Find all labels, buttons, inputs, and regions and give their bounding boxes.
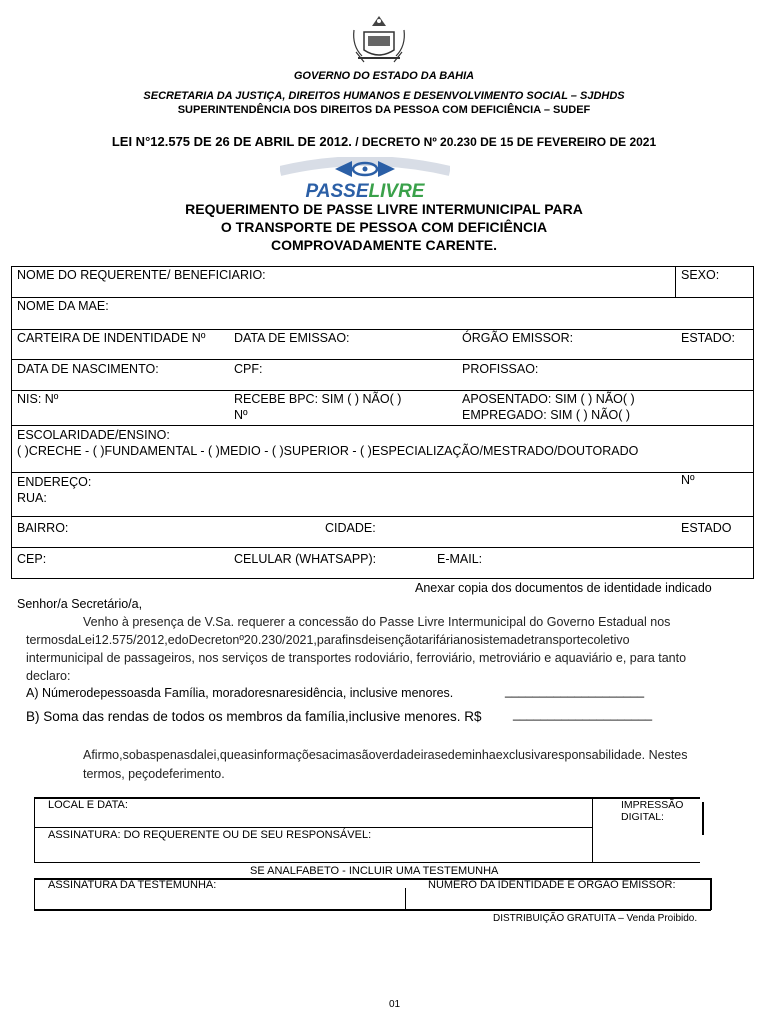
escolaridade-label: ESCOLARIDADE/ENSINO: — [17, 428, 170, 442]
form-border-right — [753, 266, 754, 579]
nome-mae-field[interactable]: NOME DA MAE: — [17, 299, 109, 313]
recebe-bpc-field[interactable]: RECEBE BPC: SIM ( ) NÃO( ) — [234, 392, 402, 406]
cidade-field[interactable]: CIDADE: — [325, 521, 376, 535]
logo-text: PASSELIVRE — [305, 181, 425, 201]
aposentado-field[interactable]: APOSENTADO: SIM ( ) NÃO( ) — [462, 392, 635, 406]
impressao-label: IMPRESSÃO — [621, 799, 684, 811]
form-title — [0, 200, 768, 254]
afirmo-line-1: Afirmo,sobaspenasdalei,queasinformaçõesacimasãoverdadeirasedeminhaexclusivaresponsabilidade. Nestes — [83, 748, 688, 762]
bairro-field[interactable]: BAIRRO: — [17, 521, 69, 535]
witness-border-left — [34, 878, 35, 910]
estado-field[interactable]: ESTADO: — [681, 331, 735, 345]
passe-livre-logo — [280, 157, 450, 201]
title-line-1: REQUERIMENTO DE PASSE LIVRE INTERMUNICIPAL PARA — [185, 201, 583, 217]
data-nascimento-field[interactable]: DATA DE NASCIMENTO: — [17, 362, 159, 376]
secretaria-heading: SECRETARIA DA JUSTIÇA, DIREITOS HUMANOS E DESENVOLVIMENTO SOCIAL – SJDHDS — [143, 90, 625, 102]
local-data-field[interactable]: LOCAL E DATA: — [48, 799, 128, 811]
sig-row-line — [34, 827, 592, 828]
item-b: B) Soma das rendas de todos os membros da família,inclusive menores. R$ — [26, 709, 482, 724]
recebe-bpc-numero[interactable]: Nº — [234, 408, 248, 422]
sexo-divider — [675, 266, 676, 297]
numero-field[interactable]: Nº — [681, 473, 695, 487]
anexar-note: Anexar copia dos documentos de identidade indicado — [415, 581, 712, 595]
numero-identidade-field[interactable]: NUMERO DA IDENTIDADE E ORGAO EMISSOR: — [428, 879, 676, 891]
row-line — [11, 390, 754, 391]
data-emissao-field[interactable]: DATA DE EMISSAO: — [234, 331, 350, 345]
empregado-field[interactable]: EMPREGADO: SIM ( ) NÃO( ) — [462, 408, 631, 422]
form-border-top — [11, 266, 754, 267]
paragraph-line: intermunicipal de passageiros, nos serviços de transportes rodoviário, ferroviário, metroviário e aquaviário e, para tanto — [26, 651, 687, 665]
item-b-blank[interactable]: ____________________ — [513, 707, 653, 721]
law-line — [0, 134, 768, 149]
row-line — [11, 425, 754, 426]
sig-border-right — [702, 802, 704, 835]
nis-field[interactable]: NIS: Nº — [17, 392, 59, 406]
superintendencia-heading: SUPERINTENDÊNCIA DOS DIREITOS DA PESSOA COM DEFICIÊNCIA – SUDEF — [177, 104, 591, 116]
form-border-left — [11, 266, 12, 579]
assinatura-testemunha-field[interactable]: ASSINATURA DA TESTEMUNHA: — [48, 879, 217, 891]
saudacao: Senhor/a Secretário/a, — [17, 597, 143, 611]
sig-border-left — [34, 797, 35, 863]
celular-field[interactable]: CELULAR (WHATSAPP): — [234, 552, 377, 566]
estado2-field[interactable]: ESTADO — [681, 521, 732, 535]
analfabeto-note: SE ANALFABETO - INCLUIR UMA TESTEMUNHA — [250, 865, 499, 877]
form-border-bottom — [11, 578, 754, 579]
escolaridade-options[interactable]: ( )CRECHE - ( )FUNDAMENTAL - ( )MEDIO - ( )SUPERIOR - ( )ESPECIALIZAÇÃO/MESTRADO/DOUTORADO — [17, 444, 639, 458]
row-line — [11, 329, 754, 330]
digital-label: DIGITAL: — [621, 811, 664, 823]
governo-heading: GOVERNO DO ESTADO DA BAHIA — [293, 70, 475, 82]
cpf-field[interactable]: CPF: — [234, 362, 263, 376]
title-line-2: O TRANSPORTE DE PESSOA COM DEFICIÊNCIA — [220, 219, 548, 235]
row-line — [11, 547, 754, 548]
sig-row-line — [34, 862, 700, 863]
orgao-emissor-field[interactable]: ÓRGÃO EMISSOR: — [462, 331, 574, 345]
afirmo-line-2: termos, peçodeferimento. — [83, 767, 225, 781]
endereco-label: ENDEREÇO: — [17, 475, 92, 489]
carteira-identidade-field[interactable]: CARTEIRA DE INDENTIDADE Nº — [17, 331, 206, 345]
cep-field[interactable]: CEP: — [17, 552, 47, 566]
title-line-3: COMPROVADAMENTE CARENTE. — [270, 237, 498, 253]
profissao-field[interactable]: PROFISSAO: — [462, 362, 539, 376]
paragraph-line: declaro: — [26, 669, 71, 683]
sexo-field[interactable]: SEXO: — [681, 268, 720, 282]
witness-border-bottom — [34, 909, 711, 911]
paragraph-line: termosdaLei12.575/2012,edoDecretonº20.230/2021,parafinsdeisençãotarifárianosistemadetransportecoletivo — [26, 633, 630, 647]
paragraph-line: Venho à presença de V.Sa. requerer a concessão do Passe Livre Intermunicipal do Governo Estadual nos — [83, 615, 671, 629]
decreto-text: / DECRETO Nº 20.230 DE 15 DE FEVEREIRO DE 2021 — [351, 135, 657, 149]
assinatura-field[interactable]: ASSINATURA: DO REQUERENTE OU DE SEU RESPONSÁVEL: — [48, 829, 372, 841]
page-number: 01 — [389, 999, 401, 1010]
item-a-blank[interactable]: ____________________ — [505, 684, 645, 698]
row-line — [11, 297, 754, 298]
nome-requerente-field[interactable]: NOME DO REQUERENTE/ BENEFICIARIO: — [17, 268, 266, 282]
row-line — [11, 516, 754, 517]
lei-text: LEI N°12.575 DE 26 DE ABRIL DE 2012. — [111, 134, 352, 149]
row-line — [11, 359, 754, 360]
rua-field[interactable]: RUA: — [17, 491, 47, 505]
item-a: A) Númerodepessoasda Família, moradoresnaresidência, inclusive menores. — [26, 686, 454, 700]
witness-border-right — [710, 878, 712, 910]
row-line — [11, 472, 754, 473]
sig-border-top — [34, 797, 700, 799]
distribuicao-note: DISTRIBUIÇÃO GRATUITA – Venda Proibido. — [493, 913, 698, 924]
email-field[interactable]: E-MAIL: — [437, 552, 483, 566]
witness-divider — [405, 888, 406, 910]
sig-divider — [592, 797, 593, 863]
bahia-coat-of-arms-icon — [350, 12, 408, 66]
